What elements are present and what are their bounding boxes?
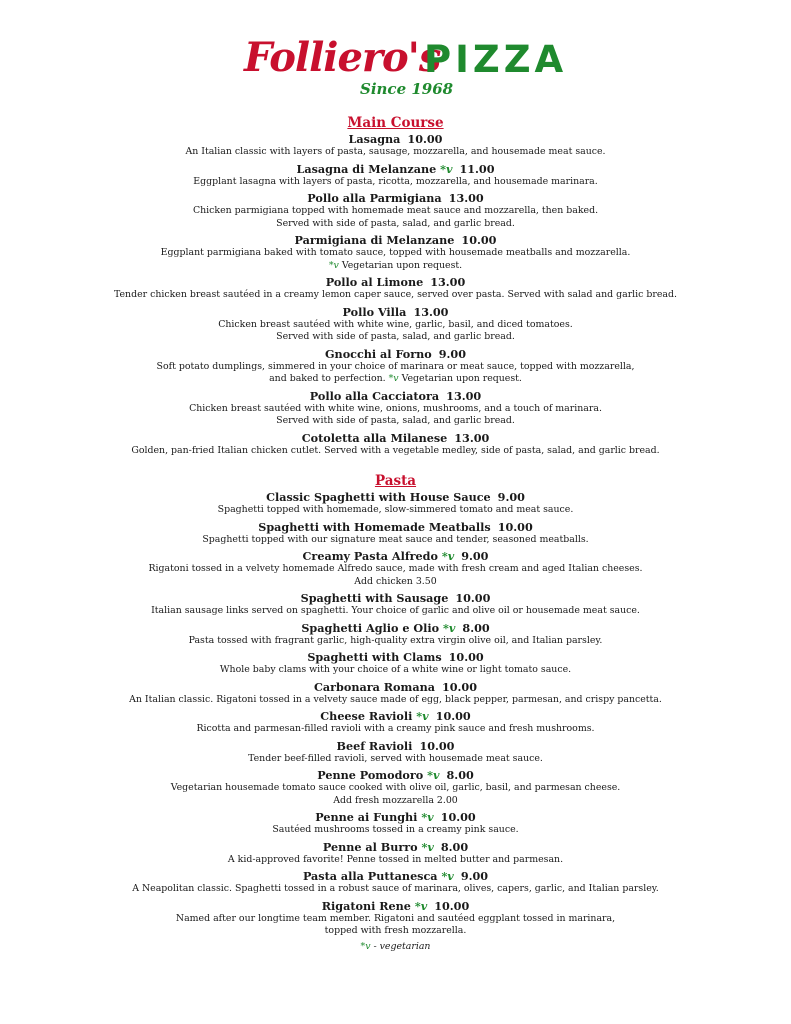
menu-item: [0, 810, 791, 837]
item-name: Lasagna di Melanzane: [296, 161, 437, 176]
description-text: Add fresh mozzarella 2.00: [333, 794, 458, 806]
description-text: Soft potato dumplings, simmered in your choice of marinara or meat sauce, topped with mozzarella,: [156, 360, 635, 372]
menu-item: [0, 650, 791, 677]
description-text: Ricotta and parmesan-filled ravioli with a creamy pink sauce and fresh mushrooms.: [196, 723, 595, 734]
item-price: 13.00: [446, 388, 482, 403]
item-price: 10.00: [407, 132, 443, 146]
description-text: Add chicken 3.50: [354, 575, 437, 587]
item-description: [0, 373, 791, 386]
vegetarian-mark: *v: [328, 259, 339, 271]
item-name-line: [0, 899, 791, 913]
vegetarian-mark: *v: [427, 768, 440, 782]
section-title: Pasta: [374, 473, 417, 489]
item-name: Spaghetti with Clams: [307, 650, 442, 664]
item-name-line: [0, 233, 791, 247]
description-text: Sautéed mushrooms tossed in a creamy pink sauce.: [272, 824, 519, 835]
menu-item: [0, 389, 791, 428]
vegetarian-note: Vegetarian upon request.: [341, 259, 463, 271]
item-name: Penne Pomodoro: [317, 768, 424, 782]
item-name: Spaghetti with Sausage: [300, 591, 449, 605]
item-description: [0, 331, 791, 344]
legend-mark: *v: [360, 940, 371, 952]
brand-since: Since 1968: [360, 80, 454, 98]
vegetarian-mark: *v: [414, 898, 428, 913]
item-description: [0, 753, 791, 766]
item-name-line: [0, 840, 791, 854]
menu-item: [0, 162, 791, 189]
vegetarian-mark: *v: [441, 549, 455, 563]
item-description: [0, 635, 791, 648]
description-text: Vegetarian housemade tomato sauce cooked with olive oil, garlic, basil, and parmesan cheese.: [170, 782, 621, 793]
item-name: Classic Spaghetti with House Sauce: [266, 490, 491, 504]
description-text: Eggplant lasagna with layers of pasta, ricotta, mozzarella, and housemade marinara.: [193, 175, 598, 187]
description-text: and baked to perfection.: [269, 373, 386, 384]
item-price: 8.00: [462, 620, 490, 635]
item-description: [0, 534, 791, 547]
menu-item: [0, 840, 791, 867]
item-name-line: [0, 275, 791, 289]
item-name: Pollo al Limone: [325, 275, 424, 289]
item-description: [0, 664, 791, 677]
item-description: [0, 723, 791, 736]
item-price: 9.00: [438, 346, 466, 361]
brand-script: Folliero's: [244, 34, 441, 81]
vegetarian-mark: *v: [421, 810, 434, 824]
menu-item: [0, 621, 791, 648]
item-price: 10.00: [440, 810, 476, 824]
vegetarian-mark: *v: [443, 620, 456, 635]
item-description: [0, 576, 791, 589]
description-text: Golden, pan-fried Italian chicken cutlet. Served with a vegetable medley, side of pasta, salad, and garlic bread.: [131, 444, 660, 456]
item-name: Beef Ravioli: [336, 738, 413, 753]
legend-text: - vegetarian: [370, 940, 431, 952]
description-text: Tender beef-filled ravioli, served with housemade meat sauce.: [248, 752, 543, 764]
item-price: 10.00: [497, 519, 533, 534]
item-name-line: [0, 768, 791, 782]
item-description: [0, 289, 791, 302]
description-text: A kid-approved favorite! Penne tossed in melted butter and parmesan.: [227, 853, 564, 865]
menu-item: [0, 709, 791, 736]
description-text: topped with fresh mozzarella.: [324, 925, 467, 936]
item-name: Pasta alla Puttanesca: [302, 869, 438, 883]
description-text: Chicken breast sautéed with white wine, onions, mushrooms, and a touch of marinara.: [189, 402, 602, 414]
item-description: [0, 218, 791, 231]
menu-item: [0, 591, 791, 618]
item-price: 11.00: [459, 161, 495, 176]
item-name: Pollo Villa: [342, 304, 407, 319]
description-text: Chicken breast sautéed with white wine, garlic, basil, and diced tomatoes.: [218, 318, 573, 330]
vegetarian-note-line: [0, 260, 791, 273]
legend: [0, 941, 791, 953]
description-text: Italian sausage links served on spaghetti. Your choice of garlic and olive oil or housemade meat sauce.: [151, 605, 640, 616]
item-name: Pollo alla Cacciatora: [309, 388, 440, 403]
item-name: Spaghetti with Homemade Meatballs: [258, 519, 491, 534]
item-name-line: [0, 591, 791, 605]
description-text: An Italian classic. Rigatoni tossed in a velvety sauce made of egg, black pepper, parmesan, and crispy pancetta.: [129, 693, 662, 705]
menu-section: [0, 114, 791, 457]
description-text: Served with side of pasta, salad, and garlic bread.: [276, 331, 515, 342]
item-description: [0, 361, 791, 374]
item-price: 13.00: [413, 304, 449, 319]
vegetarian-mark: *v: [388, 373, 399, 384]
item-name: Lasagna: [348, 132, 401, 146]
item-description: [0, 824, 791, 837]
item-name-line: [0, 389, 791, 403]
item-price: 9.00: [497, 490, 525, 504]
vegetarian-mark: *v: [441, 869, 454, 883]
item-name-line: [0, 520, 791, 534]
menu-item: [0, 233, 791, 272]
description-text: Pasta tossed with fragrant garlic, high-quality extra virgin olive oil, and Italian parsley.: [188, 634, 603, 646]
menu-item: [0, 520, 791, 547]
item-description: [0, 205, 791, 218]
item-description: [0, 883, 791, 896]
menu-section: [0, 472, 791, 938]
item-name-line: [0, 347, 791, 361]
menu-item: [0, 680, 791, 707]
item-description: [0, 605, 791, 618]
item-description: [0, 694, 791, 707]
item-price: 10.00: [441, 679, 478, 694]
item-name-line: [0, 709, 791, 723]
item-price: 13.00: [430, 275, 466, 289]
item-name: Pollo alla Parmigiana: [307, 191, 442, 205]
item-description: [0, 782, 791, 795]
menu-item: [0, 739, 791, 766]
item-price: 8.00: [440, 839, 469, 854]
item-name-line: [0, 132, 791, 146]
item-price: 13.00: [448, 191, 484, 205]
item-name-line: [0, 650, 791, 664]
item-description: [0, 146, 791, 159]
description-text: Eggplant parmigiana baked with tomato sauce, topped with housemade meatballs and mozzarella.: [160, 247, 631, 258]
brand-pizza: PIZZA: [424, 38, 568, 81]
item-description: [0, 247, 791, 260]
item-description: [0, 176, 791, 189]
item-name: Spaghetti Aglio e Olio: [301, 620, 440, 635]
item-name: Parmigiana di Melanzane: [294, 233, 455, 247]
item-name-line: [0, 739, 791, 753]
item-name: Carbonara Romana: [313, 679, 435, 694]
item-description: [0, 563, 791, 576]
item-description: [0, 504, 791, 517]
item-name-line: [0, 549, 791, 563]
section-title: Main Course: [347, 115, 444, 131]
item-description: [0, 445, 791, 458]
description-text: Served with side of pasta, salad, and garlic bread.: [276, 415, 515, 426]
item-name: Cheese Ravioli: [320, 709, 413, 723]
item-name-line: [0, 621, 791, 635]
description-text: Tender chicken breast sautéed in a creamy lemon caper sauce, served over pasta. Served with salad and garlic bread.: [113, 289, 678, 300]
item-price: 10.00: [434, 898, 470, 913]
menu-item: [0, 132, 791, 159]
menu-item: [0, 191, 791, 230]
item-name-line: [0, 490, 791, 504]
item-description: [0, 854, 791, 867]
vegetarian-mark: *v: [416, 709, 429, 723]
item-description: [0, 925, 791, 938]
menu-item: [0, 869, 791, 896]
item-description: [0, 319, 791, 332]
item-name: Creamy Pasta Alfredo: [302, 549, 438, 563]
description-text: Spaghetti topped with our signature meat sauce and tender, seasoned meatballs.: [202, 533, 589, 545]
description-text: Whole baby clams with your choice of a white wine or light tomato sauce.: [219, 664, 572, 675]
vegetarian-note: Vegetarian upon request.: [401, 373, 522, 384]
menu-item: [0, 490, 791, 517]
description-text: A Neapolitan classic. Spaghetti tossed in a robust sauce of marinara, olives, capers, garlic, and Italian parsley.: [132, 883, 659, 894]
item-name: Penne al Burro: [322, 839, 418, 854]
menu-item: [0, 768, 791, 807]
item-description: [0, 913, 791, 926]
menu-item: [0, 347, 791, 386]
item-price: 10.00: [419, 738, 455, 753]
item-name: Rigatoni Rene: [321, 898, 411, 913]
description-text: Named after our longtime team member. Rigatoni and sautéed eggplant tossed in marinara,: [175, 912, 616, 924]
item-name-line: [0, 162, 791, 176]
menu-item: [0, 305, 791, 344]
menu-item: [0, 549, 791, 588]
menu-item: [0, 431, 791, 458]
item-name-line: [0, 810, 791, 824]
description-text: Served with side of pasta, salad, and garlic bread.: [276, 217, 515, 229]
item-description: [0, 403, 791, 416]
menu: [0, 114, 791, 953]
description-text: Spaghetti topped with homemade, slow-simmered tomato and meat sauce.: [217, 504, 574, 515]
description-text: An Italian classic with layers of pasta, sausage, mozzarella, and housemade meat sauce.: [185, 146, 606, 157]
item-price: 10.00: [435, 709, 471, 723]
item-description: [0, 415, 791, 428]
item-name: Gnocchi al Forno: [325, 346, 432, 361]
menu-item: [0, 899, 791, 938]
item-price: 10.00: [461, 233, 497, 247]
item-price: 8.00: [446, 768, 474, 782]
item-name-line: [0, 431, 791, 445]
brand-logo: [0, 34, 791, 104]
vegetarian-mark: *v: [421, 839, 434, 854]
item-price: 9.00: [460, 869, 489, 883]
item-price: 9.00: [461, 549, 489, 563]
item-price: 13.00: [454, 430, 490, 445]
vegetarian-mark: *v: [440, 161, 453, 176]
description-text: Rigatoni tossed in a velvety homemade Alfredo sauce, made with fresh cream and aged Italian cheeses.: [148, 563, 643, 574]
item-name-line: [0, 305, 791, 319]
item-price: 10.00: [448, 650, 484, 664]
menu-item: [0, 275, 791, 302]
item-name: Penne ai Funghi: [315, 810, 418, 824]
item-name: Cotoletta alla Milanese: [301, 430, 448, 445]
description-text: Chicken parmigiana topped with homemade meat sauce and mozzarella, then baked.: [192, 205, 599, 216]
item-price: 10.00: [455, 591, 491, 605]
item-name-line: [0, 680, 791, 694]
item-name-line: [0, 191, 791, 205]
item-description: [0, 795, 791, 808]
item-name-line: [0, 869, 791, 883]
